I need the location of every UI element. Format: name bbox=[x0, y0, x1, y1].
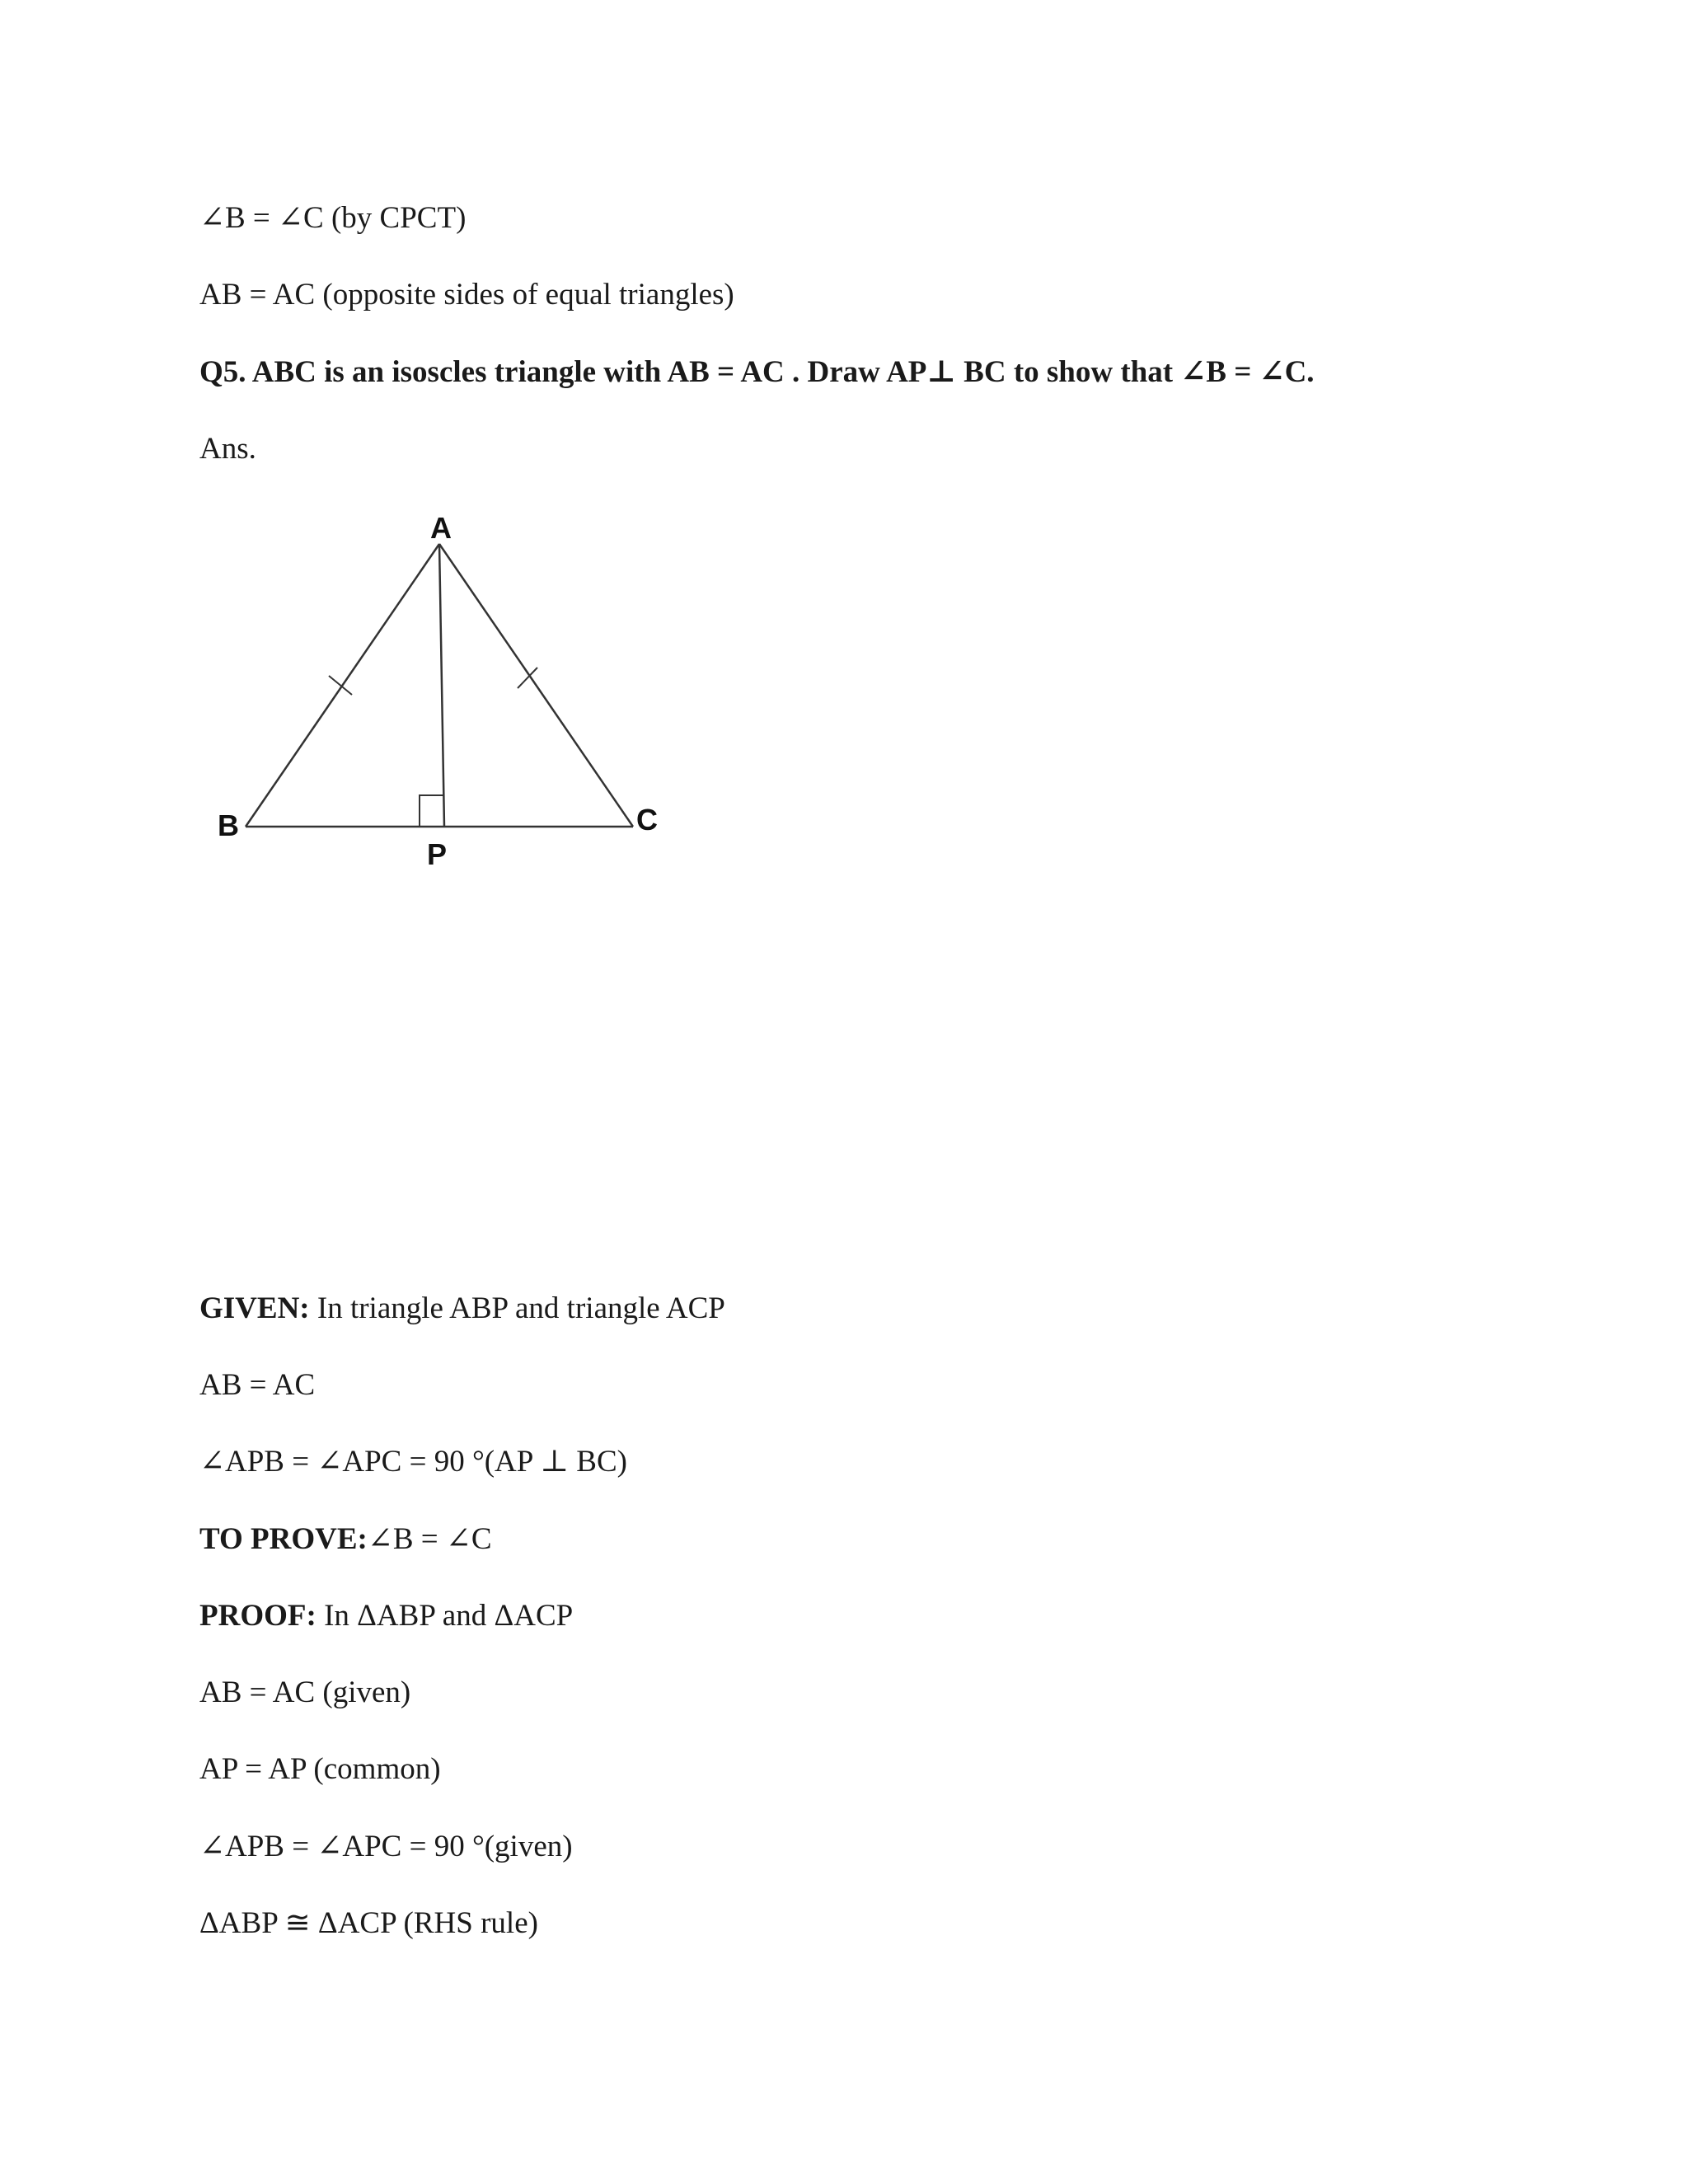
given-text: In triangle ABP and triangle ACP bbox=[309, 1291, 725, 1325]
to-prove-line bbox=[199, 1521, 492, 1558]
question-5: Q5. ABC is an isoscles triangle with AB = AC . Draw AP⊥ BC to show that ∠B = ∠C. bbox=[199, 355, 1315, 389]
proof-step-right-angles: ∠APB = ∠APC = 90 °(given) bbox=[199, 1830, 573, 1863]
proof-text: In ΔABP and ΔACP bbox=[316, 1599, 574, 1633]
given-right-angles: ∠APB = ∠APC = 90 °(AP ⊥ BC) bbox=[199, 1445, 627, 1479]
foot-label-p: P bbox=[427, 837, 448, 871]
tick-mark-ab bbox=[329, 676, 352, 695]
proof-step-common: AP = AP (common) bbox=[199, 1752, 441, 1786]
tick-mark-ac bbox=[518, 668, 537, 688]
given-label: GIVEN: bbox=[199, 1291, 310, 1325]
statement-angle-b-equals-c: ∠B = ∠C (by CPCT) bbox=[199, 201, 467, 235]
proof-line bbox=[199, 1598, 573, 1634]
to-prove-label: TO PROVE: bbox=[199, 1522, 368, 1556]
vertex-label-c: C bbox=[636, 803, 658, 837]
given-line bbox=[199, 1291, 725, 1327]
proof-step-given: AB = AC (given) bbox=[199, 1675, 411, 1709]
proof-step-congruence: ΔABP ≅ ΔACP (RHS rule) bbox=[199, 1906, 538, 1940]
vertex-label-b: B bbox=[218, 808, 239, 842]
isosceles-triangle-figure bbox=[206, 503, 676, 874]
vertex-label-a: A bbox=[430, 511, 452, 545]
side-ac bbox=[439, 544, 633, 827]
side-ab bbox=[246, 544, 439, 827]
given-ab-equals-ac: AB = AC bbox=[199, 1368, 316, 1402]
right-angle-marker bbox=[420, 795, 444, 827]
to-prove-text: ∠B = ∠C bbox=[367, 1522, 492, 1556]
answer-label: Ans. bbox=[199, 432, 256, 466]
proof-label: PROOF: bbox=[199, 1599, 316, 1633]
altitude-ap bbox=[439, 544, 444, 827]
statement-ab-equals-ac: AB = AC (opposite sides of equal triangles) bbox=[199, 278, 734, 312]
